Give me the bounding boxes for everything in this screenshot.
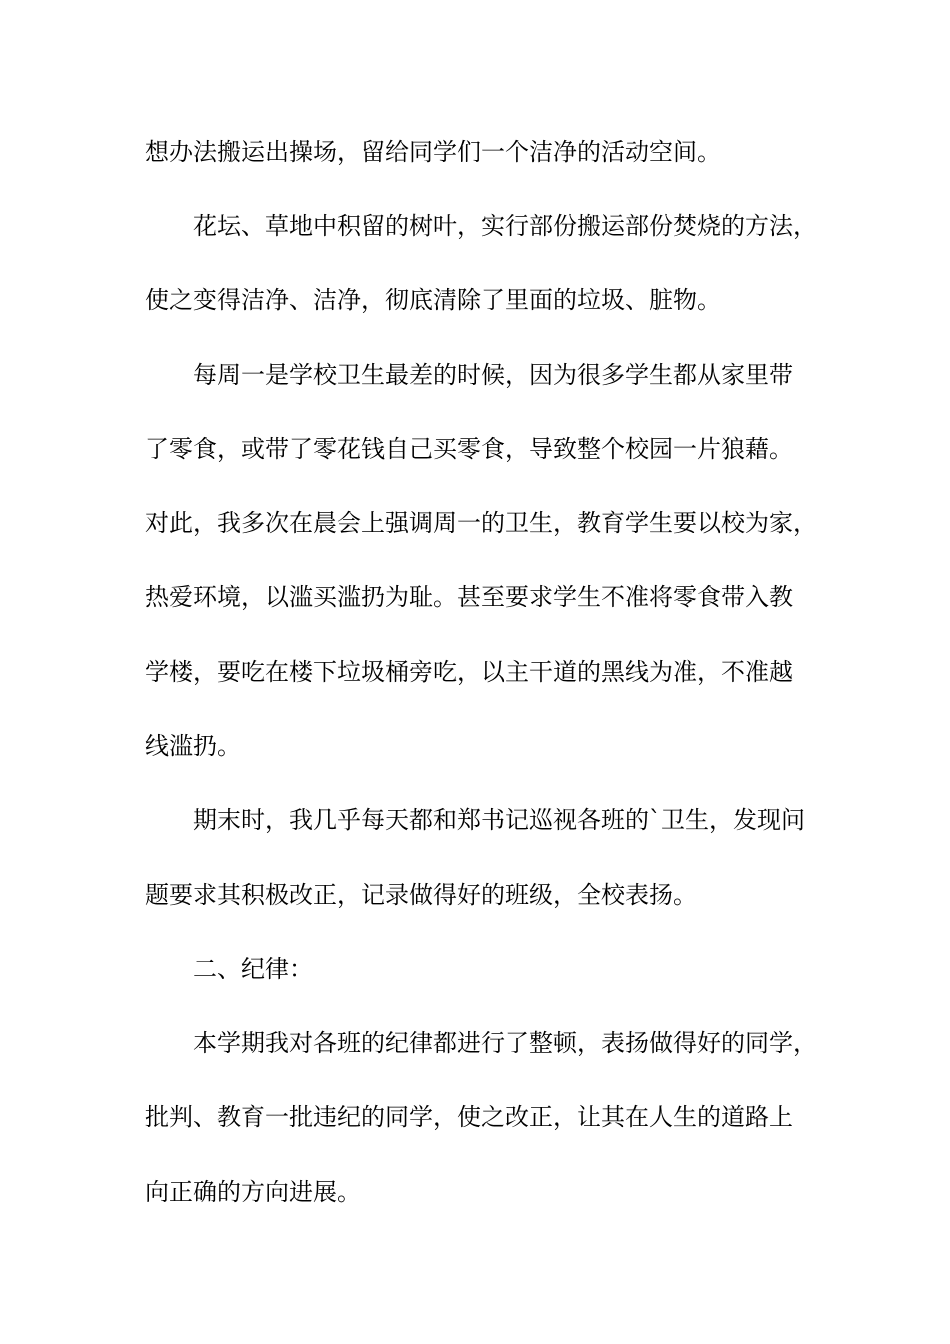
text-line: 每周一是学校卫生最差的时候，因为很多学生都从家里带: [193, 361, 793, 389]
text-line: 期末时，我几乎每天都和郑书记巡视各班的`卫生，发现问: [193, 806, 805, 834]
section-heading: 二、纪律：: [193, 955, 313, 983]
text-line: 批判、教育一批违纪的同学，使之改正，让其在人生的道路上: [145, 1103, 793, 1131]
text-line: 花坛、草地中积留的树叶，实行部份搬运部份焚烧的方法，: [193, 212, 817, 240]
text-line: 本学期我对各班的纪律都进行了整顿，表扬做得好的同学，: [193, 1029, 817, 1057]
text-line: 想办法搬运出操场，留给同学们一个洁净的活动空间。: [145, 138, 721, 166]
text-line: 了零食，或带了零花钱自己买零食，导致整个校园一片狼藉。: [145, 435, 793, 463]
text-line: 学楼，要吃在楼下垃圾桶旁吃，以主干道的黑线为准，不准越: [145, 658, 793, 686]
text-line: 使之变得洁净、洁净，彻底清除了里面的垃圾、脏物。: [145, 286, 721, 314]
text-line: 对此，我多次在晨会上强调周一的卫生，教育学生要以校为家，: [145, 509, 817, 537]
text-line: 线滥扔。: [145, 732, 241, 760]
text-line: 热爱环境，以滥买滥扔为耻。甚至要求学生不准将零食带入教: [145, 583, 793, 611]
text-line: 题要求其积极改正，记录做得好的班级，全校表扬。: [145, 881, 697, 909]
text-line: 向正确的方向进展。: [145, 1178, 361, 1206]
